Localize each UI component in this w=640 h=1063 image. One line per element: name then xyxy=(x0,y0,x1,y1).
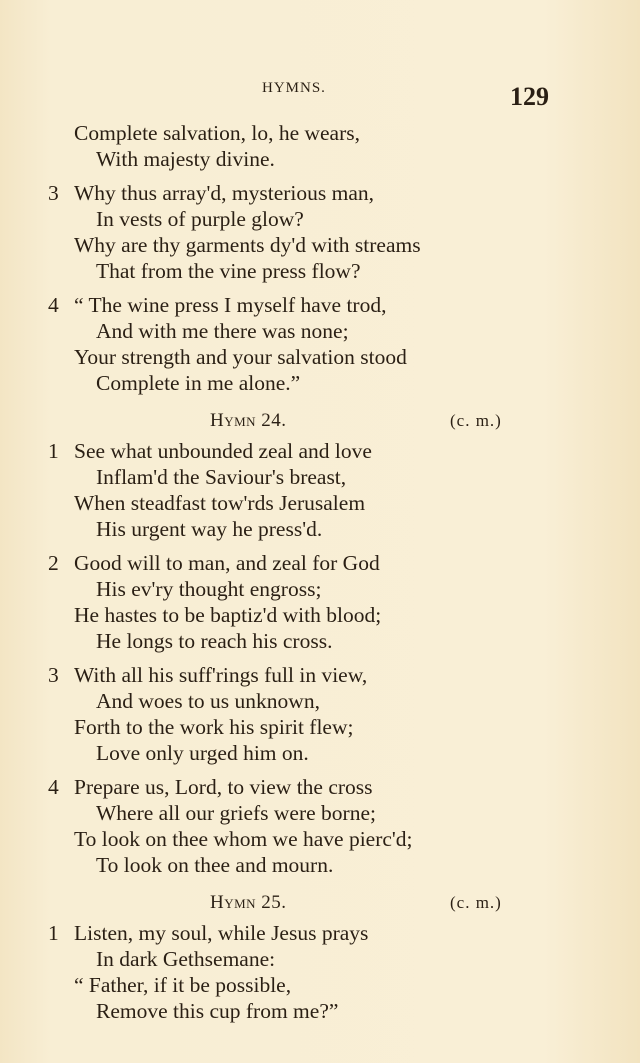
verse-line xyxy=(48,800,608,826)
verse-text: See what unbounded zeal and love xyxy=(74,439,372,463)
continued-hymn xyxy=(48,120,608,396)
hymn-24 xyxy=(48,438,608,878)
verse-text: In dark Gethsemane: xyxy=(96,947,276,971)
verse-line xyxy=(48,258,608,284)
hymn-meter: (c. m.) xyxy=(450,893,502,912)
stanza xyxy=(48,438,608,542)
stanza-number: 1 xyxy=(48,439,59,463)
verse-line xyxy=(48,998,608,1024)
verse-text: His ev'ry thought engross; xyxy=(96,577,322,601)
verse-line xyxy=(48,628,608,654)
verse-text: That from the vine press flow? xyxy=(96,259,361,283)
verse-line xyxy=(48,946,608,972)
verse-text: Inflam'd the Saviour's breast, xyxy=(96,465,347,489)
stanza-number: 2 xyxy=(48,551,59,575)
stanza xyxy=(48,550,608,654)
verse-text: To look on thee and mourn. xyxy=(96,853,334,877)
verse-text: And with me there was none; xyxy=(96,319,349,343)
verse-text: He longs to reach his cross. xyxy=(96,629,333,653)
verse-line xyxy=(48,232,608,258)
verse-line xyxy=(48,206,608,232)
hymn-text xyxy=(48,120,608,1032)
verse-text: Your strength and your salvation stood xyxy=(74,345,407,369)
verse-line xyxy=(48,318,608,344)
verse-line xyxy=(48,370,608,396)
stanza xyxy=(48,774,608,878)
verse-text: Complete in me alone.” xyxy=(96,371,301,395)
verse-text: To look on thee whom we have pierc'd; xyxy=(74,827,413,851)
verse-text: “ Father, if it be possible, xyxy=(74,973,292,997)
stanza xyxy=(48,180,608,284)
verse-line xyxy=(48,146,608,172)
verse-text: Prepare us, Lord, to view the cross xyxy=(74,775,373,799)
verse-text: With majesty divine. xyxy=(96,147,275,171)
stanza xyxy=(48,120,608,172)
verse-text: When steadfast tow'rds Jerusalem xyxy=(74,491,366,515)
verse-text: “ The wine press I myself have trod, xyxy=(74,293,387,317)
verse-text: Forth to the work his spirit flew; xyxy=(74,715,354,739)
stanza-number: 4 xyxy=(48,775,59,799)
running-head: HYMNS. xyxy=(262,80,326,96)
verse-line xyxy=(48,662,608,688)
verse-text: He hastes to be baptiz'd with blood; xyxy=(74,603,382,627)
verse-line xyxy=(48,516,608,542)
verse-text: With all his suff'rings full in view, xyxy=(74,663,368,687)
verse-line xyxy=(48,438,608,464)
verse-text: Why are thy garments dy'd with streams xyxy=(74,233,421,257)
hymn-meter: (c. m.) xyxy=(450,411,502,430)
stanza-number: 4 xyxy=(48,293,59,317)
verse-text: Good will to man, and zeal for God xyxy=(74,551,380,575)
verse-text: And woes to us unknown, xyxy=(96,689,320,713)
verse-line xyxy=(48,490,608,516)
verse-line xyxy=(48,826,608,852)
verse-line xyxy=(48,292,608,318)
stanza xyxy=(48,292,608,396)
verse-line xyxy=(48,344,608,370)
stanza xyxy=(48,920,608,1024)
stanza xyxy=(48,662,608,766)
verse-line xyxy=(48,852,608,878)
stanza-number: 3 xyxy=(48,181,59,205)
verse-text: Listen, my soul, while Jesus prays xyxy=(74,921,369,945)
verse-line xyxy=(48,688,608,714)
verse-text: Where all our griefs were borne; xyxy=(96,801,376,825)
verse-line xyxy=(48,714,608,740)
verse-line xyxy=(48,576,608,602)
verse-line xyxy=(48,550,608,576)
verse-line xyxy=(48,464,608,490)
verse-line xyxy=(48,774,608,800)
verse-line xyxy=(48,602,608,628)
verse-line xyxy=(48,180,608,206)
verse-text: Why thus array'd, mysterious man, xyxy=(74,181,375,205)
stanza-number: 1 xyxy=(48,921,59,945)
verse-line xyxy=(48,972,608,998)
verse-line xyxy=(48,740,608,766)
verse-text: In vests of purple glow? xyxy=(96,207,304,231)
hymn-heading-24 xyxy=(48,404,608,438)
verse-text: Remove this cup from me?” xyxy=(96,999,339,1023)
hymn-25 xyxy=(48,920,608,1024)
verse-text: His urgent way he press'd. xyxy=(96,517,323,541)
verse-text: Love only urged him on. xyxy=(96,741,309,765)
stanza-number: 3 xyxy=(48,663,59,687)
verse-line xyxy=(48,920,608,946)
hymn-heading-25 xyxy=(48,886,608,920)
verse-text: Complete salvation, lo, he wears, xyxy=(74,121,360,145)
hymn-title: Hymn 24. xyxy=(210,410,287,431)
hymn-title: Hymn 25. xyxy=(210,892,287,913)
page-number: 129 xyxy=(510,82,549,111)
verse-line xyxy=(48,120,608,146)
